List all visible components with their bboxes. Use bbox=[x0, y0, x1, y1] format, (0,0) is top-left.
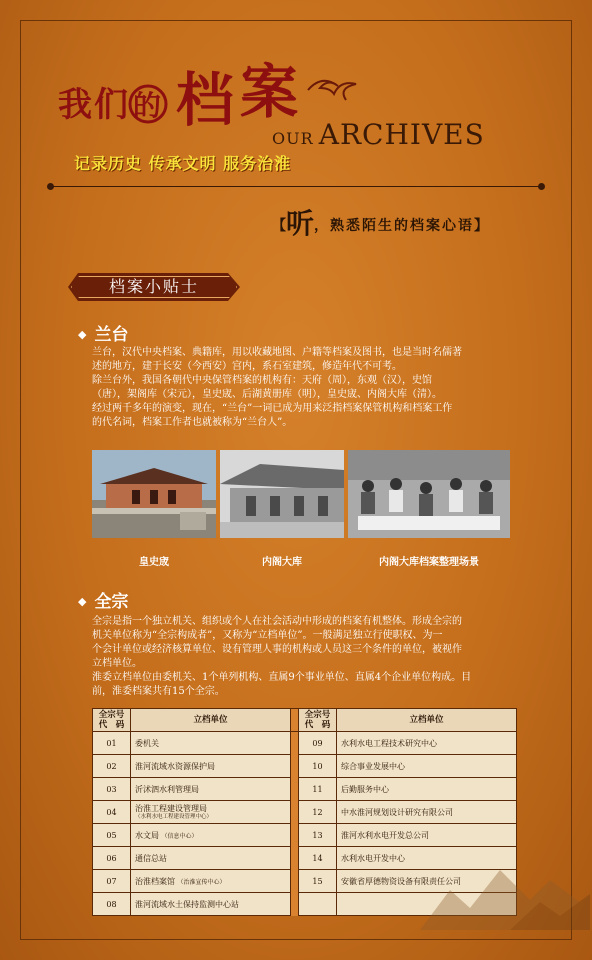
paragraph-line: 兰台，汉代中央档案、典籍库，用以收藏地图、户籍等档案及图书，也是当时名儒著 bbox=[92, 347, 462, 358]
fonds-name: 沂沭泗水利管理局 bbox=[131, 778, 291, 801]
photo-neige-daku bbox=[220, 450, 344, 538]
fonds-name-main: 水文局 bbox=[135, 830, 159, 840]
paragraph-line: 个会计单位或经济核算单位、设有管理人事的机构或人员这三个条件的单位，被视作 bbox=[92, 644, 462, 655]
tips-banner-label: 档案小贴士 bbox=[108, 277, 199, 296]
fonds-code: 06 bbox=[93, 847, 131, 870]
header-code-line: 代 码 bbox=[304, 720, 331, 730]
fonds-code: 11 bbox=[299, 778, 337, 801]
table-gap bbox=[291, 709, 299, 732]
fonds-code: 15 bbox=[299, 870, 337, 893]
fonds-name: 通信总站 bbox=[131, 847, 291, 870]
fonds-code: 10 bbox=[299, 755, 337, 778]
lantai-paragraph bbox=[92, 346, 542, 430]
fonds-code: 04 bbox=[93, 801, 131, 824]
fonds-code: 07 bbox=[93, 870, 131, 893]
photo-huangshicheng bbox=[92, 450, 216, 538]
fonds-name: 淮河水利水电开发总公司 bbox=[337, 824, 517, 847]
diamond-icon: ◆ bbox=[78, 328, 87, 341]
photo-caption-2: 内阁大库 bbox=[262, 557, 302, 568]
table-gap bbox=[291, 732, 299, 755]
listen-subtitle: ，熟悉陌生的档案心语 bbox=[314, 218, 475, 234]
paragraph-line: 前，淮委档案共有15个全宗。 bbox=[92, 686, 225, 697]
bracket-open: 【 bbox=[272, 218, 286, 234]
table-header-row bbox=[93, 709, 517, 732]
paragraph-line: 立档单位。 bbox=[92, 658, 142, 669]
paragraph-line: （唐），架阁库（宋元），皇史宬、后湖黄册库（明），皇史宬、内阁大库（清）。 bbox=[92, 389, 442, 400]
header-unit: 立档单位 bbox=[131, 709, 291, 732]
table-row bbox=[93, 732, 517, 755]
fonds-name-main: 治淮档案馆 bbox=[135, 876, 175, 886]
fonds-name: 淮河流域水资源保护局 bbox=[131, 755, 291, 778]
title-char-2: 们 bbox=[94, 85, 128, 125]
table-gap bbox=[291, 824, 299, 847]
table-gap bbox=[291, 755, 299, 778]
ink-mountains-decoration bbox=[420, 830, 590, 930]
fonds-name: 水利水电开发中心 bbox=[337, 847, 517, 870]
fonds-name-note: （水利水电工程建设管理中心） bbox=[135, 813, 213, 820]
header-code bbox=[299, 709, 337, 732]
fonds-name bbox=[131, 824, 291, 847]
table-gap bbox=[291, 801, 299, 824]
photo-caption-1: 皇史宬 bbox=[139, 557, 169, 568]
fonds-code: 12 bbox=[299, 801, 337, 824]
fonds-name-note: （信息中心） bbox=[161, 832, 198, 840]
fonds-name: 淮河流域水土保持监测中心站 bbox=[131, 893, 291, 916]
header-code-line: 全宗号 bbox=[304, 710, 331, 720]
header-unit: 立档单位 bbox=[337, 709, 517, 732]
fonds-name: 综合事业发展中心 bbox=[337, 755, 517, 778]
quanzong-paragraph bbox=[92, 615, 542, 699]
section-heading-text: 兰台 bbox=[94, 325, 129, 345]
fonds-name bbox=[131, 801, 291, 824]
fonds-name: 中水淮河规划设计研究有限公司 bbox=[337, 801, 517, 824]
fonds-code: 14 bbox=[299, 847, 337, 870]
fonds-name: 安徽省厚德物资设备有限责任公司 bbox=[337, 870, 517, 893]
fonds-code: 05 bbox=[93, 824, 131, 847]
table-gap bbox=[291, 847, 299, 870]
section-heading-lantai bbox=[78, 320, 128, 345]
title-en-our: OUR bbox=[272, 129, 314, 148]
divider-line bbox=[50, 186, 542, 187]
paragraph-line: 淮委立档单位由委机关、1个单列机构、直属9个事业单位、直属4个企业单位构成。目 bbox=[92, 672, 472, 683]
fonds-name: 水利水电工程技术研究中心 bbox=[337, 732, 517, 755]
fonds-code: 02 bbox=[93, 755, 131, 778]
title-char-4: 档 bbox=[176, 66, 235, 134]
header-code bbox=[93, 709, 131, 732]
title-english bbox=[272, 118, 485, 151]
section-heading-text: 全宗 bbox=[94, 592, 129, 612]
fonds-code: 01 bbox=[93, 732, 131, 755]
paragraph-line: 的代名词，档案工作者也就被称为“兰台人”。 bbox=[92, 417, 293, 428]
table-row bbox=[93, 801, 517, 824]
photo-archive-sorting bbox=[348, 450, 510, 538]
fonds-code: 03 bbox=[93, 778, 131, 801]
paragraph-line: 经过两千多年的演变，现在，“兰台”一词已成为用来泛指档案保管机构和档案工作 bbox=[92, 403, 453, 414]
listen-heading bbox=[272, 202, 488, 242]
table-row bbox=[93, 755, 517, 778]
slogan: 记录历史 传承文明 服务治淮 bbox=[74, 154, 292, 173]
fonds-code: 08 bbox=[93, 893, 131, 916]
header-code-line: 全宗号 bbox=[98, 710, 125, 720]
bracket-close: 】 bbox=[474, 218, 489, 234]
section-heading-quanzong bbox=[78, 587, 128, 612]
table-gap bbox=[291, 870, 299, 893]
tips-banner bbox=[68, 273, 240, 301]
header-code-line: 代 码 bbox=[98, 720, 125, 730]
table-gap bbox=[291, 893, 299, 916]
fonds-code: 09 bbox=[299, 732, 337, 755]
diamond-icon: ◆ bbox=[78, 595, 87, 608]
fonds-name-note: （治淮宣传中心） bbox=[177, 878, 226, 886]
paragraph-line: 除兰台外，我国各朝代中央保管档案的机构有：天府（周），东观（汉），史馆 bbox=[92, 375, 432, 386]
listen-char: 听 bbox=[286, 207, 315, 240]
paragraph-line: 述的地方，建于长安（今西安）宫内，系石室建筑，修造年代不可考。 bbox=[92, 361, 402, 372]
title-char-5: 案 bbox=[240, 58, 299, 126]
table-row bbox=[93, 778, 517, 801]
cloud-ornament-icon bbox=[308, 81, 356, 100]
empty-cell bbox=[299, 893, 337, 916]
title-char-1: 我 bbox=[58, 85, 92, 125]
photo-caption-3: 内阁大库档案整理场景 bbox=[379, 557, 479, 568]
table-gap bbox=[291, 778, 299, 801]
paragraph-line: 机关单位称为“全宗构成者”，又称为“立档单位”。一般满足独立行使职权、为一 bbox=[92, 630, 443, 641]
fonds-name: 后勤服务中心 bbox=[337, 778, 517, 801]
fonds-name-main: 治淮工程建设管理局 bbox=[135, 803, 207, 813]
fonds-name: 委机关 bbox=[131, 732, 291, 755]
title-en-archives: ARCHIVES bbox=[318, 118, 485, 151]
paragraph-line: 全宗是指一个独立机关、组织或个人在社会活动中形成的档案有机整体。形成全宗的 bbox=[92, 616, 462, 627]
title-char-3: 的 bbox=[133, 89, 162, 122]
fonds-code: 13 bbox=[299, 824, 337, 847]
fonds-name bbox=[131, 870, 291, 893]
